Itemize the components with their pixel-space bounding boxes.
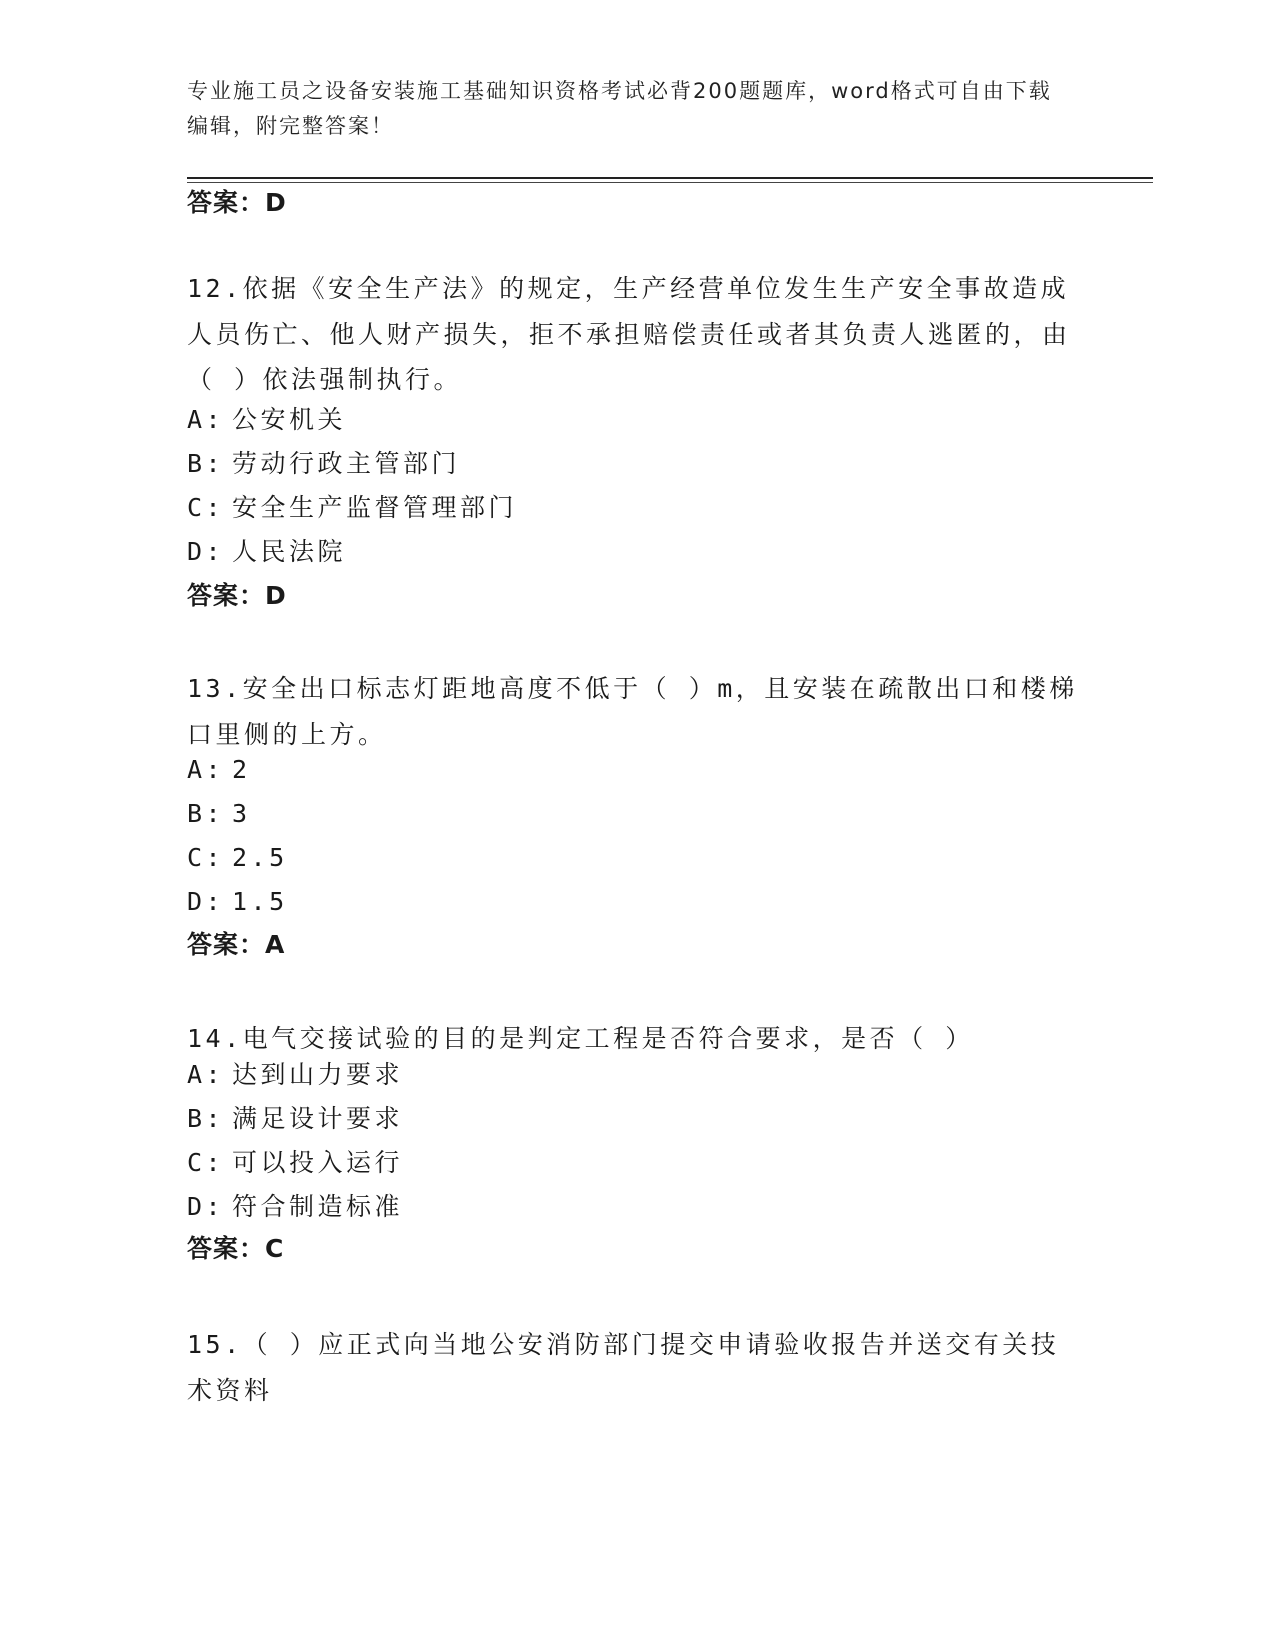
- previous-answer: 答案：D: [187, 188, 287, 217]
- question-12-option-c: [187, 491, 517, 525]
- question-13-option-d: [187, 885, 288, 919]
- question-14-option-a: [187, 1058, 403, 1092]
- question-13-stem: 13.安全出口标志灯距地高度不低于（ ）m，且安装在疏散出口和楼梯口里侧的上方。: [187, 674, 1078, 749]
- question-13-option-c: [187, 841, 288, 875]
- header-rule-thin: [187, 182, 1153, 183]
- option-label: B:: [187, 1104, 225, 1133]
- option-text: 1.5: [232, 887, 288, 916]
- header-rule-thick: [187, 177, 1153, 179]
- option-label: D:: [187, 1192, 225, 1221]
- question-14-stem: 14.电气交接试验的目的是判定工程是否符合要求，是否（ ）: [187, 1024, 974, 1053]
- document-header: 专业施工员之设备安装施工基础知识资格考试必背200题题库，word格式可自由下载编辑，附完整答案！: [187, 79, 1052, 138]
- question-14-option-b: [187, 1102, 403, 1136]
- question-12-option-b: [187, 447, 460, 481]
- option-text: 3: [232, 799, 251, 828]
- question-14-option-c: [187, 1146, 403, 1180]
- option-label: C:: [187, 1148, 225, 1177]
- option-text: 人民法院: [232, 537, 347, 566]
- option-text: 安全生产监督管理部门: [232, 493, 518, 522]
- option-label: D:: [187, 537, 225, 566]
- question-12-option-a: [187, 403, 346, 437]
- option-text: 劳动行政主管部门: [232, 449, 461, 478]
- question-14-option-d: [187, 1190, 403, 1224]
- option-label: A:: [187, 1060, 225, 1089]
- option-text: 满足设计要求: [232, 1104, 404, 1133]
- option-text: 可以投入运行: [232, 1148, 404, 1177]
- option-text: 公安机关: [232, 405, 347, 434]
- question-12-option-d: [187, 535, 346, 569]
- option-text: 达到山力要求: [232, 1060, 404, 1089]
- question-12-stem: 12.依据《安全生产法》的规定，生产经营单位发生生产安全事故造成人员伤亡、他人财产损失，拒不承担赔偿责任或者其负责人逃匿的，由（ ）依法强制执行。: [187, 274, 1071, 394]
- question-14-answer: 答案：C: [187, 1234, 285, 1263]
- option-text: 符合制造标准: [232, 1192, 404, 1221]
- option-label: B:: [187, 799, 225, 828]
- question-13-option-b: [187, 797, 251, 831]
- option-label: D:: [187, 887, 225, 916]
- question-12-answer: 答案：D: [187, 581, 287, 610]
- question-13-option-a: [187, 753, 251, 787]
- option-label: A:: [187, 755, 225, 784]
- question-13-answer: 答案：A: [187, 930, 286, 959]
- option-text: 2: [232, 755, 251, 784]
- option-text: 2.5: [232, 843, 288, 872]
- option-label: C:: [187, 843, 225, 872]
- option-label: A:: [187, 405, 225, 434]
- option-label: B:: [187, 449, 225, 478]
- option-label: C:: [187, 493, 225, 522]
- question-15-stem: 15.（ ）应正式向当地公安消防部门提交申请验收报告并送交有关技术资料: [187, 1330, 1060, 1405]
